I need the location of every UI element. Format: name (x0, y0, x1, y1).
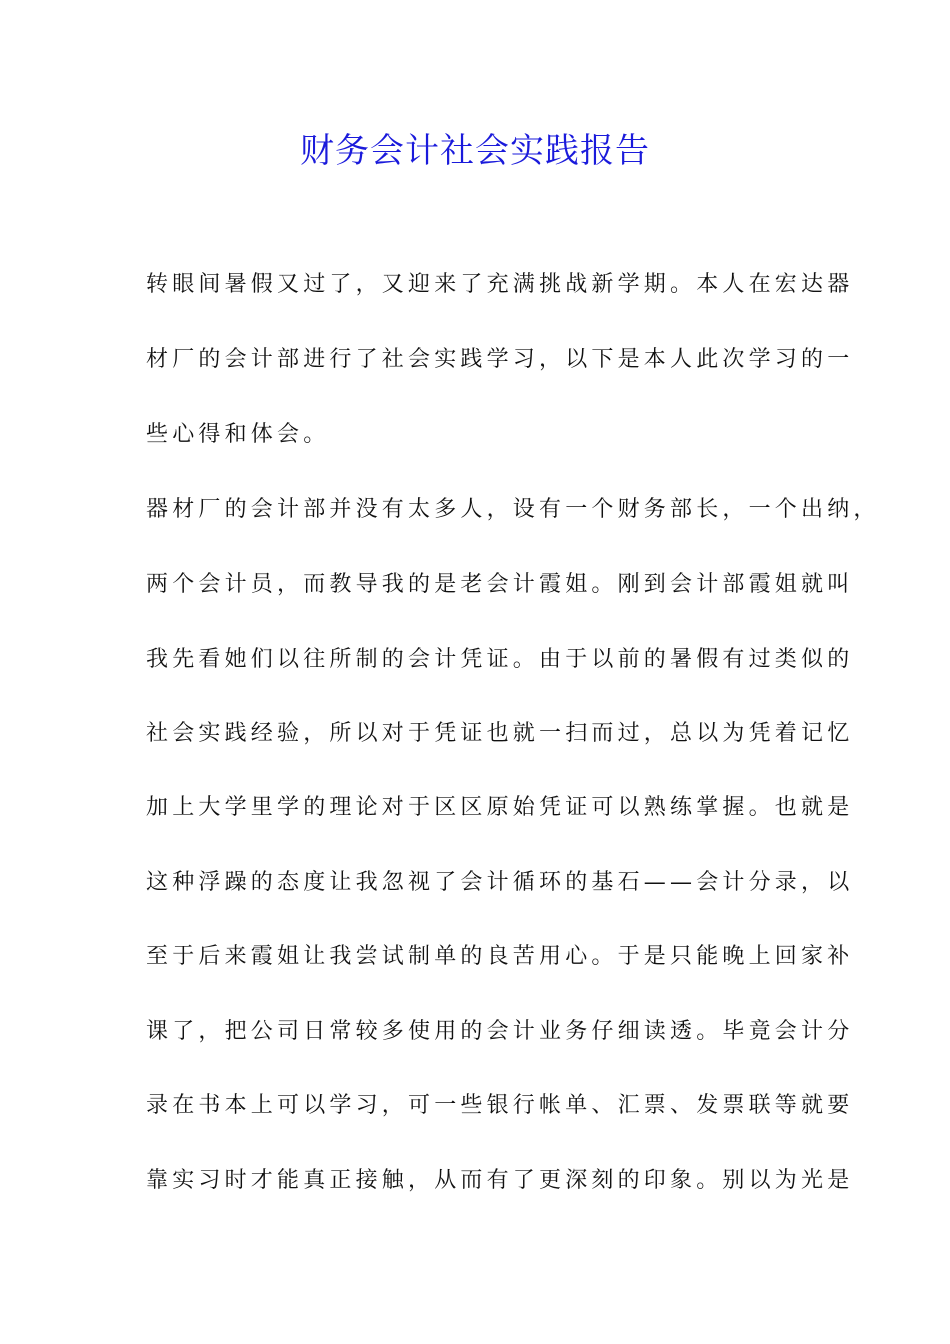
paragraph-line: 两个会计员，而教导我的是老会计霞姐。刚到会计部霞姐就叫 (146, 572, 854, 597)
paragraph-line: 转眼间暑假又过了，又迎来了充满挑战新学期。本人在宏达器 (146, 272, 854, 297)
paragraph-line: 至于后来霞姐让我尝试制单的良苦用心。于是只能晚上回家补 (146, 944, 854, 969)
paragraph-line: 课了，把公司日常较多使用的会计业务仔细读透。毕竟会计分 (146, 1019, 854, 1044)
paragraph-line: 加上大学里学的理论对于区区原始凭证可以熟练掌握。也就是 (146, 795, 854, 820)
document-title: 财务会计社会实践报告 (300, 131, 650, 171)
paragraph-line: 社会实践经验，所以对于凭证也就一扫而过，总以为凭着记忆 (146, 721, 854, 746)
paragraph-line: 这种浮躁的态度让我忽视了会计循环的基石——会计分录，以 (146, 870, 854, 895)
paragraph-line: 些心得和体会。 (146, 422, 330, 447)
paragraph-line: 我先看她们以往所制的会计凭证。由于以前的暑假有过类似的 (146, 647, 854, 672)
paragraph-line: 器材厂的会计部并没有太多人，设有一个财务部长，一个出纳， (146, 497, 880, 522)
paragraph-line: 录在书本上可以学习，可一些银行帐单、汇票、发票联等就要 (146, 1093, 854, 1118)
paragraph-line: 材厂的会计部进行了社会实践学习，以下是本人此次学习的一 (146, 347, 854, 372)
paragraph-line: 靠实习时才能真正接触，从而有了更深刻的印象。别以为光是 (146, 1168, 854, 1193)
